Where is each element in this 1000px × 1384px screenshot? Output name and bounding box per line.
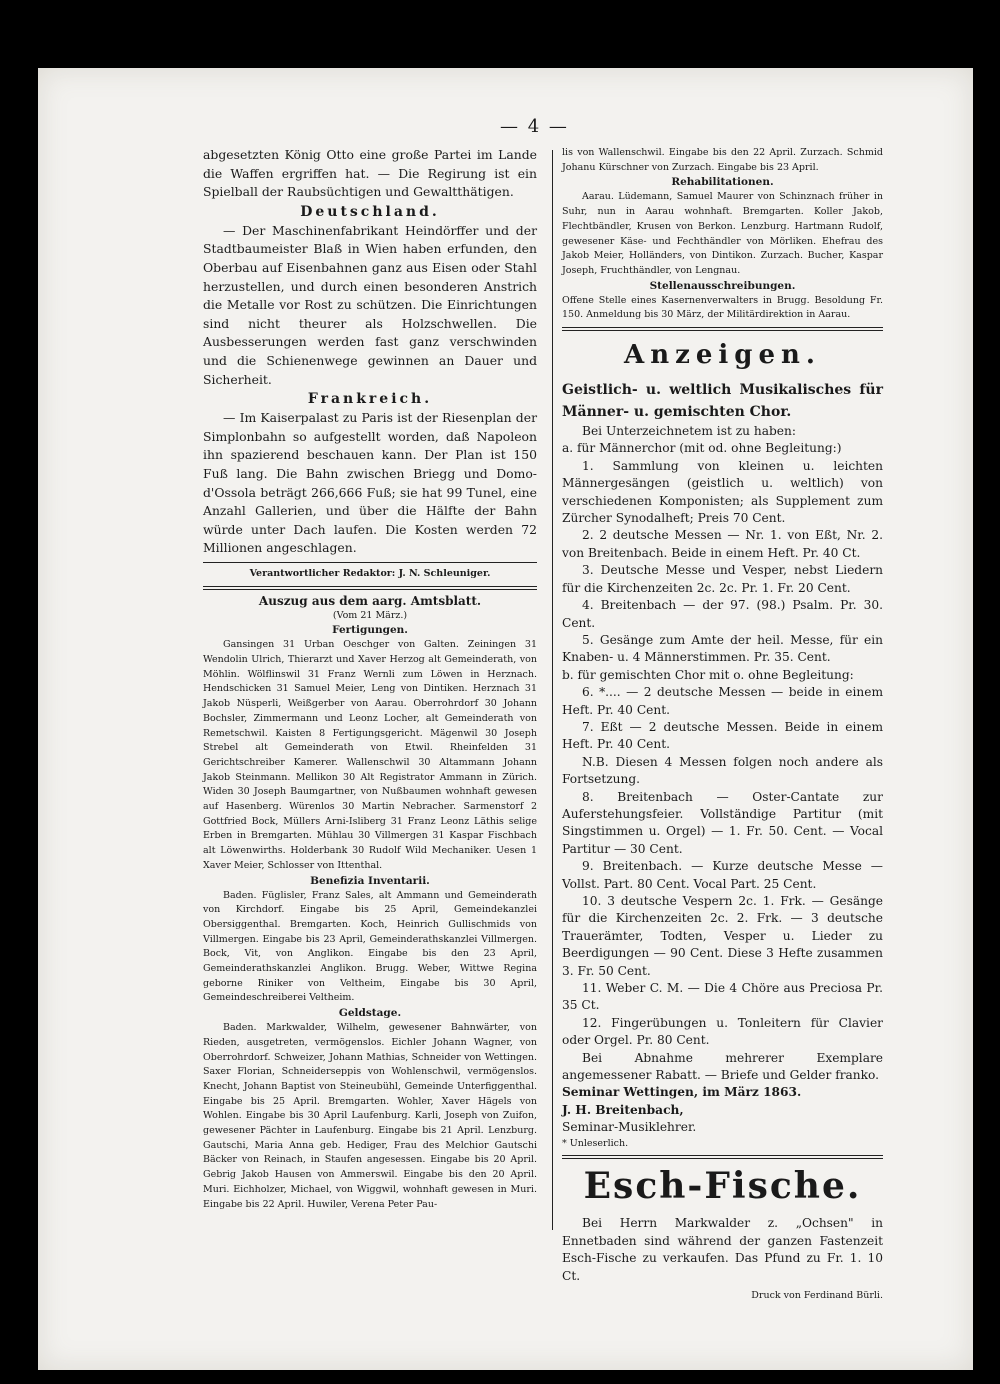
anzeigen-heading: Anzeigen.	[624, 340, 821, 371]
esch-fische-text: Bei Herrn Markwalder z. „Ochsen" in Ennetbaden sind während der ganzen Fastenzeit Esch-Fische zu verkaufen. Das Pfund zu Fr. 1. 10 Ct.	[562, 1216, 883, 1283]
redaktor-line: Verantwortlicher Redaktor: J. N. Schleuniger.	[249, 567, 491, 579]
music-item: 10. 3 deutsche Vespern 2c. 1. Frk. — Gesänge für die Kirchenzeiten 2c. 2. Frk. — 3 deutsche Trauerämter, Todten, Vesper u. Lieder zu Beerdigungen — 90 Cent. Diese 3 Hefte zusammen 3. Fr. 50 Cent.	[562, 894, 883, 978]
deutschland-heading: Deutschland.	[300, 203, 440, 220]
music-item: 12. Fingerübungen u. Tonleitern für Clavier oder Orgel. Pr. 80 Cent.	[562, 1015, 883, 1048]
music-item: 2. 2 deutsche Messen — Nr. 1. von Eßt, Nr. 2. von Breitenbach. Beide in einem Heft. Pr. 40 Ct.	[562, 528, 883, 560]
printer-line: Druck von Ferdinand Bürli.	[751, 1290, 883, 1302]
music-item: 8. Breitenbach — Oster-Cantate zur Auferstehungsfeier. Vollständige Partitur (mit Singstimmen u. Orgel) — 1. Fr. 50. Cent. — Vocal Partitur — 30 Cent.	[562, 789, 883, 856]
music-ad-intro: Bei Unterzeichnetem ist zu haben:	[582, 424, 796, 439]
divider	[203, 562, 537, 563]
signature: J. H. Breitenbach,	[562, 1102, 684, 1117]
continued-text: lis von Wallenschwil. Eingabe bis den 22 April. Zurzach. Schmid Johanu Kürschner von Zurzach. Eingabe bis 23 April.	[562, 147, 883, 173]
music-section-b: b. für gemischten Chor mit o. ohne Begleitung:	[562, 667, 854, 682]
music-item: 1. Sammlung von kleinen u. leichten Männergesängen (geistlich u. weltlich) von verschiedenen Komponisten; als Supplement zum Zürcher Synodalheft; Preis 70 Cent.	[562, 458, 883, 526]
rabatt-note: Bei Abnahme mehrerer Exemplare angemessener Rabatt. — Briefe und Gelder franko.	[562, 1050, 883, 1083]
music-item: 6. *.... — 2 deutsche Messen — beide in einem Heft. Pr. 40 Cent.	[562, 685, 883, 717]
amtsblatt-date: (Vom 21 März.)	[332, 609, 408, 621]
amtsblatt-heading: Auszug aus dem aarg. Amtsblatt.	[258, 593, 482, 608]
divider	[562, 1155, 883, 1159]
rehab-text: Aarau. Lüdemann, Samuel Maurer von Schinznach früher in Suhr, nun in Aarau wohnhaft. Bremgarten. Koller Jakob, Flechtbändler, Krusen von Berkon. Lenzburg. Hartmann Rudolf, gewesener Käse- und Fechthändler von Mörliken. Ehefrau des Jakob Meier, Holländers, von Dintikon. Zurzach. Bucher, Kaspar Joseph, Fruchthändler, von Lengnau.	[562, 191, 883, 276]
music-item: 4. Breitenbach — der 97. (98.) Psalm. Pr. 30. Cent.	[562, 598, 883, 630]
music-item-list	[562, 458, 883, 1050]
signature-title: Seminar-Musiklehrer.	[562, 1120, 697, 1135]
esch-fische-heading: Esch-Fische.	[583, 1165, 862, 1208]
geldstage-text: Baden. Markwalder, Wilhelm, gewesener Bahnwärter, von Rieden, ausgetreten, vermögenslos. Eichler Johann Wagner, von Oberrohrdorf. Schweizer, Johann Mathias, Schneider von Wettingen. Saxer Florian, Schneiderseppis von Wohlenschwil, vermögenslos. Knecht, Johann Baptist von Steineubühl, Gemeinde Unterfiggenthal. Eingabe bis 25 April. Bremgarten. Wohler, Xaver Hägels von Wohlen. Eingabe bis 30 April Laufenburg. Karli, Joseph von Zuifon, gewesener Pächter in Laufenburg. Eingabe bis 21 April. Lenzburg. Gautschi, Maria Anna geb. Hediger, Frau des Melchior Gautschi Bäcker von Reinach, in Staufen angesessen. Eingabe bis 20 April. Gebrig Jakob Hausen von Ammerswil. Eingabe bis den 20 April. Muri. Eichholzer, Michael, von Wiggwil, wohnhaft gewesen in Muri. Eingabe bis 22 April. Huwiler, Verena Peter Pau-	[203, 1022, 537, 1210]
deutschland-article: — Der Maschinenfabrikant Heindörffer und der Stadtbaumeister Blaß in Wien haben erfunden, den Oberbau auf Eisenbahnen ganz aus Eisen oder Stahl herzustellen, und durch einen besonderen Anstrich die Metalle vor Rost zu schützen. Die Einrichtungen sind nicht theurer als Holzschwellen. Die Ausbesserungen werden fast ganz verschwinden und die Schienenwege gewinnen an Dauer und Sicherheit.	[203, 222, 537, 387]
divider	[562, 327, 883, 331]
fertigungen-heading: Fertigungen.	[332, 624, 408, 637]
divider	[203, 586, 537, 590]
page-number: — 4 —	[500, 116, 569, 137]
music-item: 5. Gesänge zum Amte der heil. Messe, für ein Knaben- u. 4 Männerstimmen. Pr. 35. Cent.	[562, 632, 883, 665]
music-item: 11. Weber C. M. — Die 4 Chöre aus Preciosa Pr. 35 Ct.	[562, 981, 883, 1013]
beneficia-heading: Benefizia Inventarii.	[310, 874, 430, 887]
stellen-heading: Stellenausschreibungen.	[649, 279, 796, 292]
frankreich-article: — Im Kaiserpalast zu Paris ist der Riesenplan der Simplonbahn so aufgestellt worden, daß Napoleon ihn spazierend beschauen kann. Der Plan ist 150 Fuß lang. Die Bahn zwischen Briegg und Domo-d'Ossola beträgt 266,666 Fuß; sie hat 99 Tunel, eine Anzahl Gallerien, und über die Hälfte der Bahn würde unter Dach laufen. Die Kosten werden 72 Millionen angeschlagen.	[203, 410, 537, 556]
music-ad-title: Geistlich- u. weltlich Musikalisches für Männer- u. gemischten Chor.	[562, 382, 883, 421]
rehab-heading: Rehabilitationen.	[671, 176, 774, 189]
stellen-text: Offene Stelle eines Kasernenverwalters in Brugg. Besoldung Fr. 150. Anmeldung bis 30 März, der Militärdirektion in Aarau.	[562, 294, 883, 321]
geldstage-heading: Geldstage.	[338, 1007, 402, 1020]
seminar-dateline: Seminar Wettingen, im März 1863.	[562, 1085, 802, 1100]
left-column	[203, 146, 537, 1212]
music-section-a: a. für Männerchor (mit od. ohne Begleitung:)	[562, 441, 842, 456]
music-item: 9. Breitenbach. — Kurze deutsche Messe — Vollst. Part. 80 Cent. Vocal Part. 25 Cent.	[562, 859, 883, 891]
fertigungen-text: Gansingen 31 Urban Oeschger von Galten. Zeiningen 31 Wendolin Ulrich, Thierarzt und Xaver Herzog alt Gemeinderath, von Möhlin. Wölflinswil 31 Franz Wernli zum Löwen in Herznach. Hendschicken 31 Samuel Meier, Leng von Dintiken. Herznach 31 Jakob Nüsperli, Weißgerber von Aarau. Oberrohrdorf 30 Johann Bochsler, Zimmermann und Leonz Locher, alt Gemeinderath von Remetschwil. Kaisten 8 Fertigungsgericht. Mägenwil 30 Joseph Strebel alt Gemeinderath von Etwil. Rheinfelden 31 Gerichtschreiber Kamerer. Wallenschwil 30 Altammann Johann Jakob Steinmann. Mellikon 30 Alt Registrator Ammann in Zürich. Widen 30 Joseph Baumgartner, von Nußbaumen wohnhaft gewesen auf Hasenberg. Würenlos 30 Martin Nebracher. Sarmenstorf 2 Gottfried Bock, Müllers Arni-Isliberg 31 Franz Leonz Läthis selige Erben in Bremgarten. Mühlau 30 Villmergen 31 Kaspar Fischbach alt Löwenwirths. Holderbank 30 Rudolf Wild Mechaniker. Uesen 1 Xaver Meier, Schlosser von Ittenthal.	[203, 639, 537, 871]
beneficia-text: Baden. Füglisler, Franz Sales, alt Ammann und Gemeinderath von Kirchdorf. Eingabe bis 25 April, Gemeindekanzlei Obersiggenthal. Bremgarten. Koch, Heinrich Gullischmids von Villmergen. Eingabe bis 23 April, Gemeinderathskanzlei Villmergen. Bock, Vit, von Anglikon. Eingabe bis den 23 April, Gemeinderathskanzlei Anglikon. Brugg. Weber, Wittwe Regina geborne Riniker von Veltheim, Eingabe bis 30 April, Gemeindeschreiberei Veltheim.	[203, 889, 537, 1004]
music-item: 7. Eßt — 2 deutsche Messen. Beide in einem Heft. Pr. 40 Cent.	[562, 719, 883, 752]
intro-paragraph: abgesetzten König Otto eine große Partei im Lande die Waffen ergriffen hat. — Die Regirung ist ein Spielball der Raubsüchtigen und Gewaltthätigen.	[203, 147, 537, 200]
frankreich-heading: Frankreich.	[307, 391, 433, 408]
music-note: N.B. Diesen 4 Messen folgen noch andere als Fortsetzung.	[562, 754, 883, 787]
music-item: 3. Deutsche Messe und Vesper, nebst Liedern für die Kirchenzeiten 2c. 2c. Pr. 1. Fr. 20 Cent.	[562, 563, 883, 595]
right-column	[562, 146, 883, 1304]
footnote: * Unleserlich.	[562, 1137, 629, 1149]
column-divider	[552, 150, 553, 1230]
